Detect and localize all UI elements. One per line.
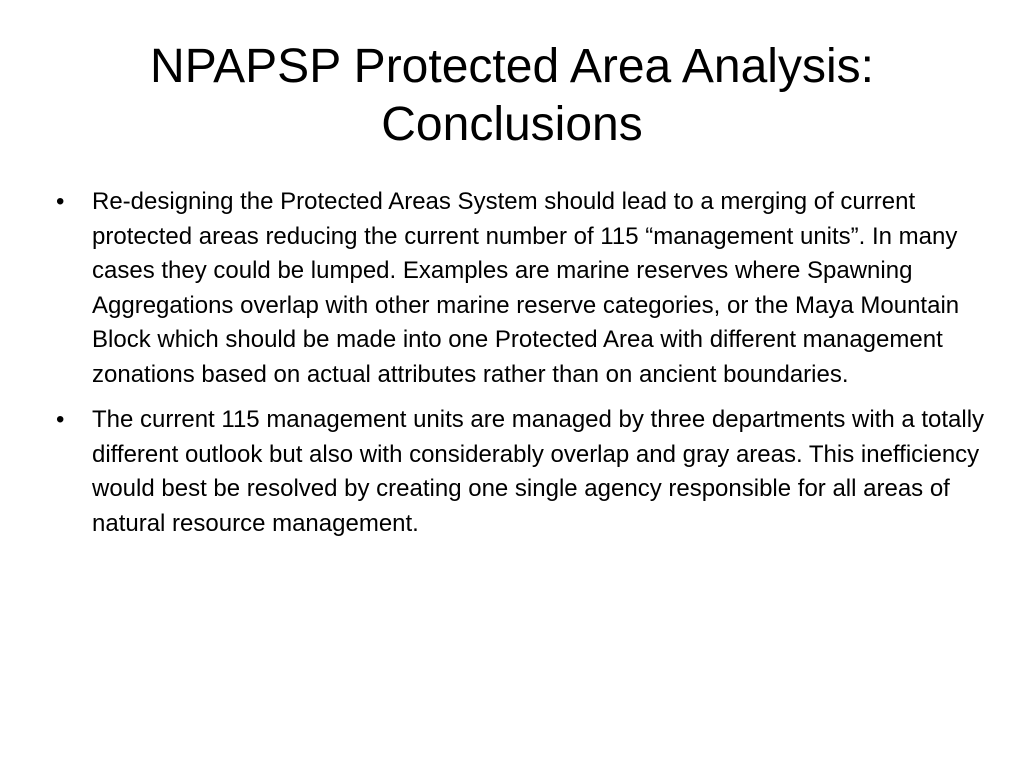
bullet-marker: • bbox=[56, 188, 65, 215]
bullet-item bbox=[50, 185, 990, 392]
slide-title: NPAPSP Protected Area Analysis: Conclusions bbox=[150, 40, 874, 151]
bullet-marker: • bbox=[56, 406, 65, 433]
bullet-list bbox=[50, 185, 990, 552]
bullet-text: The current 115 management units are managed by three departments with a totally different outlook but also with considerably overlap and gray areas. This inefficiency would best be resolved by creating one single agency responsible for all areas of natural resource management. bbox=[92, 406, 985, 537]
bullet-text: Re-designing the Protected Areas System should lead to a merging of current protected areas reducing the current number of 115 “management units”. In many cases they could be lumped. Examples are marine reserves where Spawning Aggregations overlap with other marine reserve categories, or the Maya Mountain Block which should be made into one Protected Area with different management zonations based on actual attributes rather than on ancient boundaries. bbox=[92, 188, 960, 388]
bullet-item bbox=[50, 403, 990, 541]
